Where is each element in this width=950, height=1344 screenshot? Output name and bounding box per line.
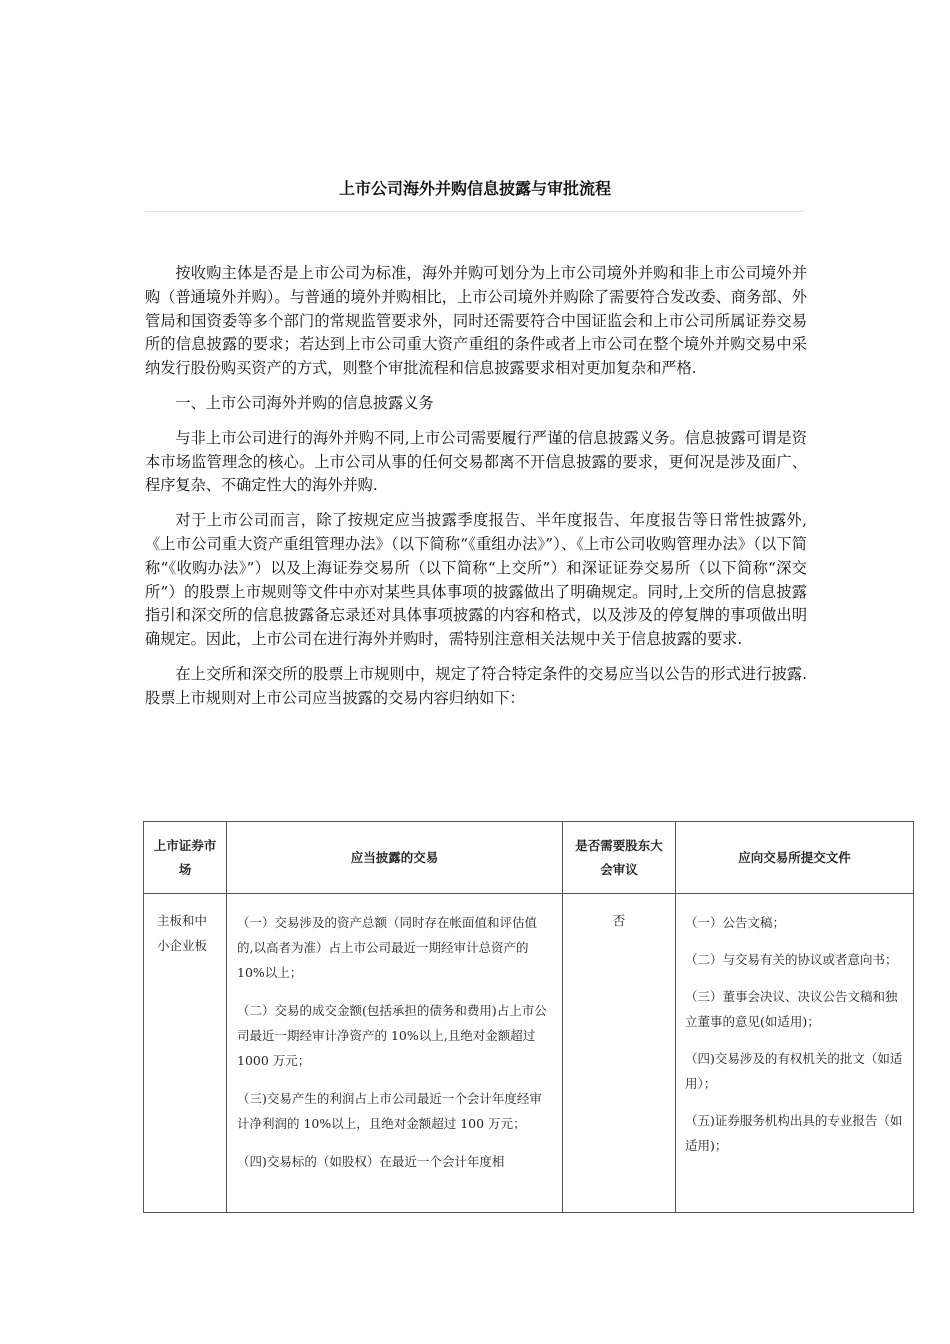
paragraph-regulations: 对于上市公司而言，除了按规定应当披露季度报告、半年度报告、年度报告等日常性披露外,《上市公司重大资产重组管理办法》（以下简称“《重组办法》”）、《上市公司收购管理办法》（以下简称“《收购办法》”）以及上海证券交易所（以下简称“上交所”）和深证证券交易所（以下简称“深交所”）的股票上市规则等文件中亦对某些具体事项的披露做出了明确规定。同时,上交所的信息披露指引和深交所的信息披露备忘录还对具体事项披露的内容和格式，以及涉及的停复牌的事项做出明确规定。因此，上市公司在进行海外并购时，需特别注意相关法规中关于信息披露的要求. (145, 511, 807, 649)
document-item: （三）董事会决议、决议公告文稿和独立董事的意见(如适用)； (685, 989, 898, 1029)
document-item: （一）公告文稿； (685, 915, 786, 930)
cell-shareholder-meeting: 否 (563, 894, 676, 1213)
header-documents: 应向交易所提交文件 (676, 822, 914, 894)
document-item: （五)证券服务机构出具的专业报告（如适用)； (685, 1113, 903, 1153)
header-shareholder-meeting: 是否需要股东大会审议 (563, 822, 676, 894)
disclosure-table (143, 821, 914, 1213)
page-title: 上市公司海外并购信息披露与审批流程 (338, 179, 611, 198)
body-text (145, 262, 807, 711)
table-row (144, 894, 914, 1213)
document-item: （四)交易涉及的有权机关的批文（如适用）； (685, 1051, 903, 1091)
transaction-item: （四)交易标的（如股权）在最近一个会计年度相 (237, 1154, 505, 1169)
document-item: （二）与交易有关的协议或者意向书； (685, 952, 898, 967)
header-market: 上市证券市场 (144, 822, 227, 894)
paragraph-disclosure-obligation: 与非上市公司进行的海外并购不同,上市公司需要履行严谨的信息披露义务。信息披露可谓是资本市场监管理念的核心。上市公司从事的任何交易都离不开信息披露的要求，更何况是涉及面广、程序复杂、不确定性大的海外并购. (145, 428, 807, 495)
header-transactions: 应当披露的交易 (227, 822, 563, 894)
transaction-item: （二）交易的成交金额(包括承担的债务和费用)占上市公司最近一期经审计净资产的 10%以上,且绝对金额超过 1000 万元； (237, 1003, 547, 1068)
section-heading: 一、上市公司海外并购的信息披露义务 (175, 393, 434, 412)
transaction-item: （三)交易产生的利润占上市公司最近一个会计年度经审计净利润的 10%以上，且绝对金额超过 100 万元； (237, 1091, 542, 1131)
cell-market: 主板和中小企业板 (144, 894, 227, 1213)
cell-transactions (227, 894, 563, 1213)
transaction-item: （一）交易涉及的资产总额（同时存在帐面值和评估值的,以高者为准）占上市公司最近一期经审计总资产的 10%以上； (237, 915, 538, 980)
table-header-row (144, 822, 914, 894)
paragraph-table-intro: 在上交所和深交所的股票上市规则中，规定了符合特定条件的交易应当以公告的形式进行披露.股票上市规则对上市公司应当披露的交易内容归纳如下： (145, 664, 807, 707)
title-divider (145, 211, 805, 212)
cell-documents (676, 894, 914, 1213)
paragraph-intro: 按收购主体是否是上市公司为标准，海外并购可划分为上市公司境外并购和非上市公司境外并购（普通境外并购）。与普通的境外并购相比，上市公司境外并购除了需要符合发改委、商务部、外管局和国资委等多个部门的常规监管要求外，同时还需要符合中国证监会和上市公司所属证券交易所的信息披露的要求；若达到上市公司重大资产重组的条件或者上市公司在整个境外并购交易中采纳发行股份购买资产的方式，则整个审批流程和信息披露要求相对更加复杂和严格. (145, 264, 807, 378)
